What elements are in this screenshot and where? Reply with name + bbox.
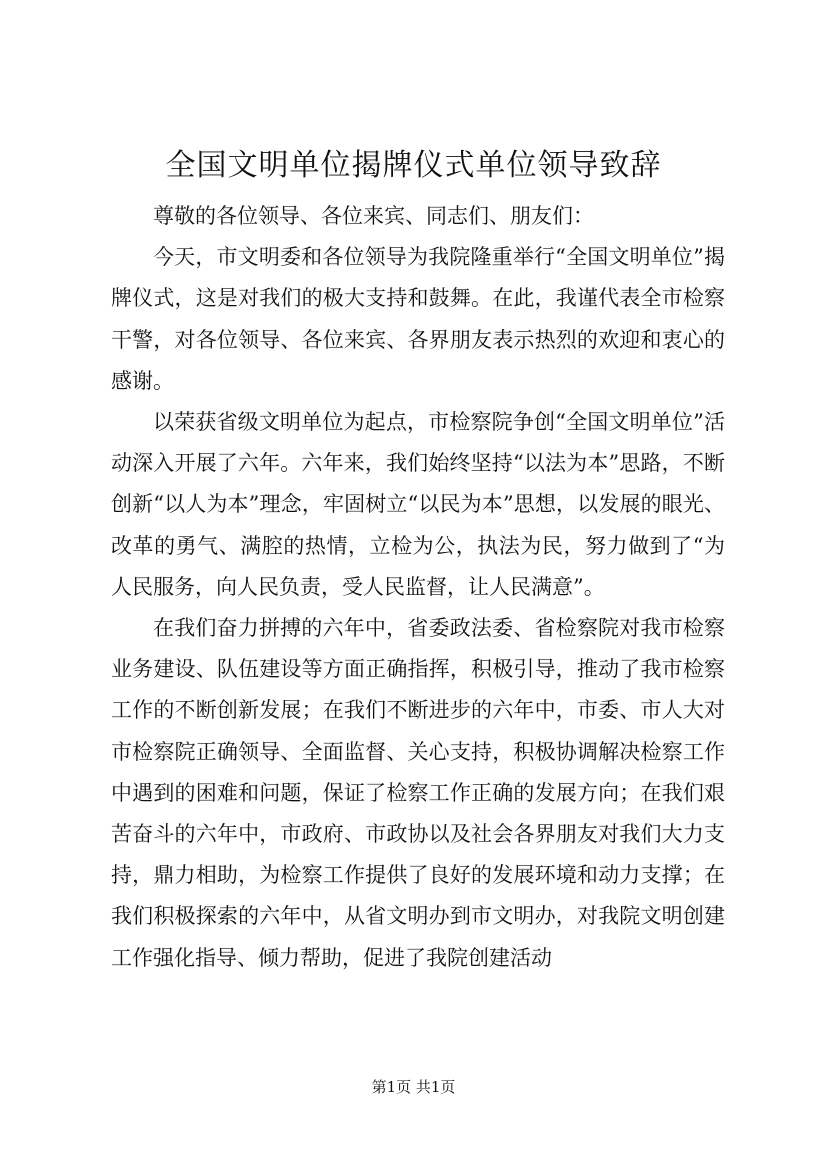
- paragraph-achievements: 以荣获省级文明单位为起点，市检察院争创“全国文明单位”活动深入开展了六年。六年来，我们始终坚持“以法为本”思路，不断创新“以人为本”理念，牢固树立“以民为本”思想，以发展的眼光、改革的勇气、满腔的热情，立检为公，执法为民，努力做到了“为人民服务，向人民负责，受人民监督，让人民满意”。: [111, 410, 725, 599]
- page-number-footer: 第1页 共1页: [371, 1078, 456, 1096]
- paragraph-opening: 今天，市文明委和各位领导为我院隆重举行“全国文明单位”揭牌仪式，这是对我们的极大支持和鼓舞。在此，我谨代表全市检察干警，对各位领导、各位来宾、各界朋友表示热烈的欢迎和衷心的感谢。: [111, 245, 725, 393]
- paragraph-salutation: 尊敬的各位领导、各位来宾、同志们、朋友们：: [153, 204, 594, 228]
- paragraph-thanks: 在我们奋力拼搏的六年中，省委政法委、省检察院对我市检察业务建设、队伍建设等方面正确指挥，积极引导，推动了我市检察工作的不断创新发展；在我们不断进步的六年中，市委、市人大对市检察院正确领导、全面监督、关心支持，积极协调解决检察工作中遇到的困难和问题，保证了检察工作正确的发展方向；在我们艰苦奋斗的六年中，市政府、市政协以及社会各界朋友对我们大力支持，鼎力相助，为检察工作提供了良好的发展环境和动力支撑；在我们积极探索的六年中，从省文明办到市文明办，对我院文明创建工作强化指导、倾力帮助，促进了我院创建活动: [111, 616, 725, 970]
- document-title: 全国文明单位揭牌仪式单位领导致辞: [165, 148, 662, 183]
- document-body: [111, 196, 725, 979]
